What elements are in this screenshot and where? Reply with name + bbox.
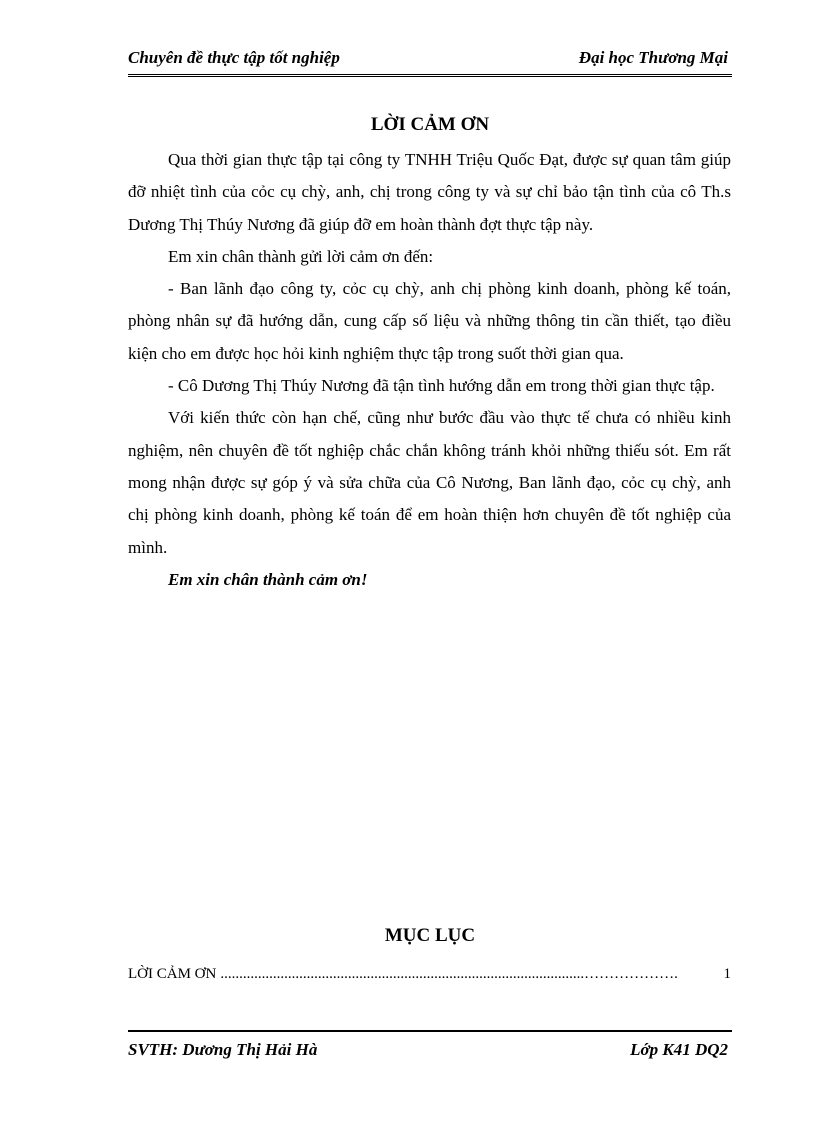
toc-title: MỤC LỤC [384, 925, 476, 946]
closing-line: Em xin chân thành cảm ơn! [168, 569, 368, 589]
acknowledgement-title: LỜI CẢM ƠN [370, 114, 490, 135]
toc-entry[interactable] [128, 966, 731, 990]
header-university: Đại học Thương Mại [578, 48, 728, 67]
header-course-title: Chuyên đề thực tập tốt nghiệp [128, 48, 340, 67]
footer-class: Lớp K41 DQ2 [630, 1040, 728, 1059]
paragraph: Em xin chân thành gửi lời cảm ơn đến: [168, 246, 434, 266]
toc-leader: .................................................................................................………………. [220, 966, 678, 982]
page-footer [128, 1030, 732, 1066]
toc-entry-label: LỜI CẢM ƠN [128, 966, 217, 982]
paragraph: - Cô Dương Thị Thúy Nương đã tận tình hướng dẫn em trong thời gian thực tập. [168, 376, 715, 396]
paragraph: Qua thời gian thực tập tại công ty TNHH Triệu Quốc Đạt, được sự quan tâm giúp đỡ nhiệt tình của cỏc cụ chỳ, anh, chị trong công ty và sự chỉ bảo tận tình của cô Th.s Dương Thị Thúy Nương đã giúp đỡ em hoàn thành đợt thực tập này. [128, 150, 731, 234]
footer-student: SVTH: Dương Thị Hải Hà [128, 1040, 318, 1059]
paragraph: Với kiến thức còn hạn chế, cũng như bước đầu vào thực tế chưa có nhiều kinh nghiệm, nên chuyên đề tốt nghiệp chắc chắn không tránh khỏi những thiếu sót. Em rất mong nhận được sự góp ý và sửa chữa của Cô Nương, Ban lãnh đạo, cỏc cụ chỳ, anh chị phòng kinh doanh, phòng kế toán để em hoàn thiện hơn chuyên đề tốt nghiệp của mình. [128, 408, 731, 557]
acknowledgement-body [128, 144, 731, 596]
toc-entry-page: 1 [723, 966, 731, 982]
page-header [128, 46, 732, 77]
paragraph: - Ban lãnh đạo công ty, cỏc cụ chỳ, anh chị phòng kinh doanh, phòng kế toán, phòng nhân sự đã hướng dẫn, cung cấp số liệu và những thông tin cần thiết, tạo điều kiện cho em được học hỏi kinh nghiệm thực tập trong suốt thời gian qua. [128, 279, 731, 363]
